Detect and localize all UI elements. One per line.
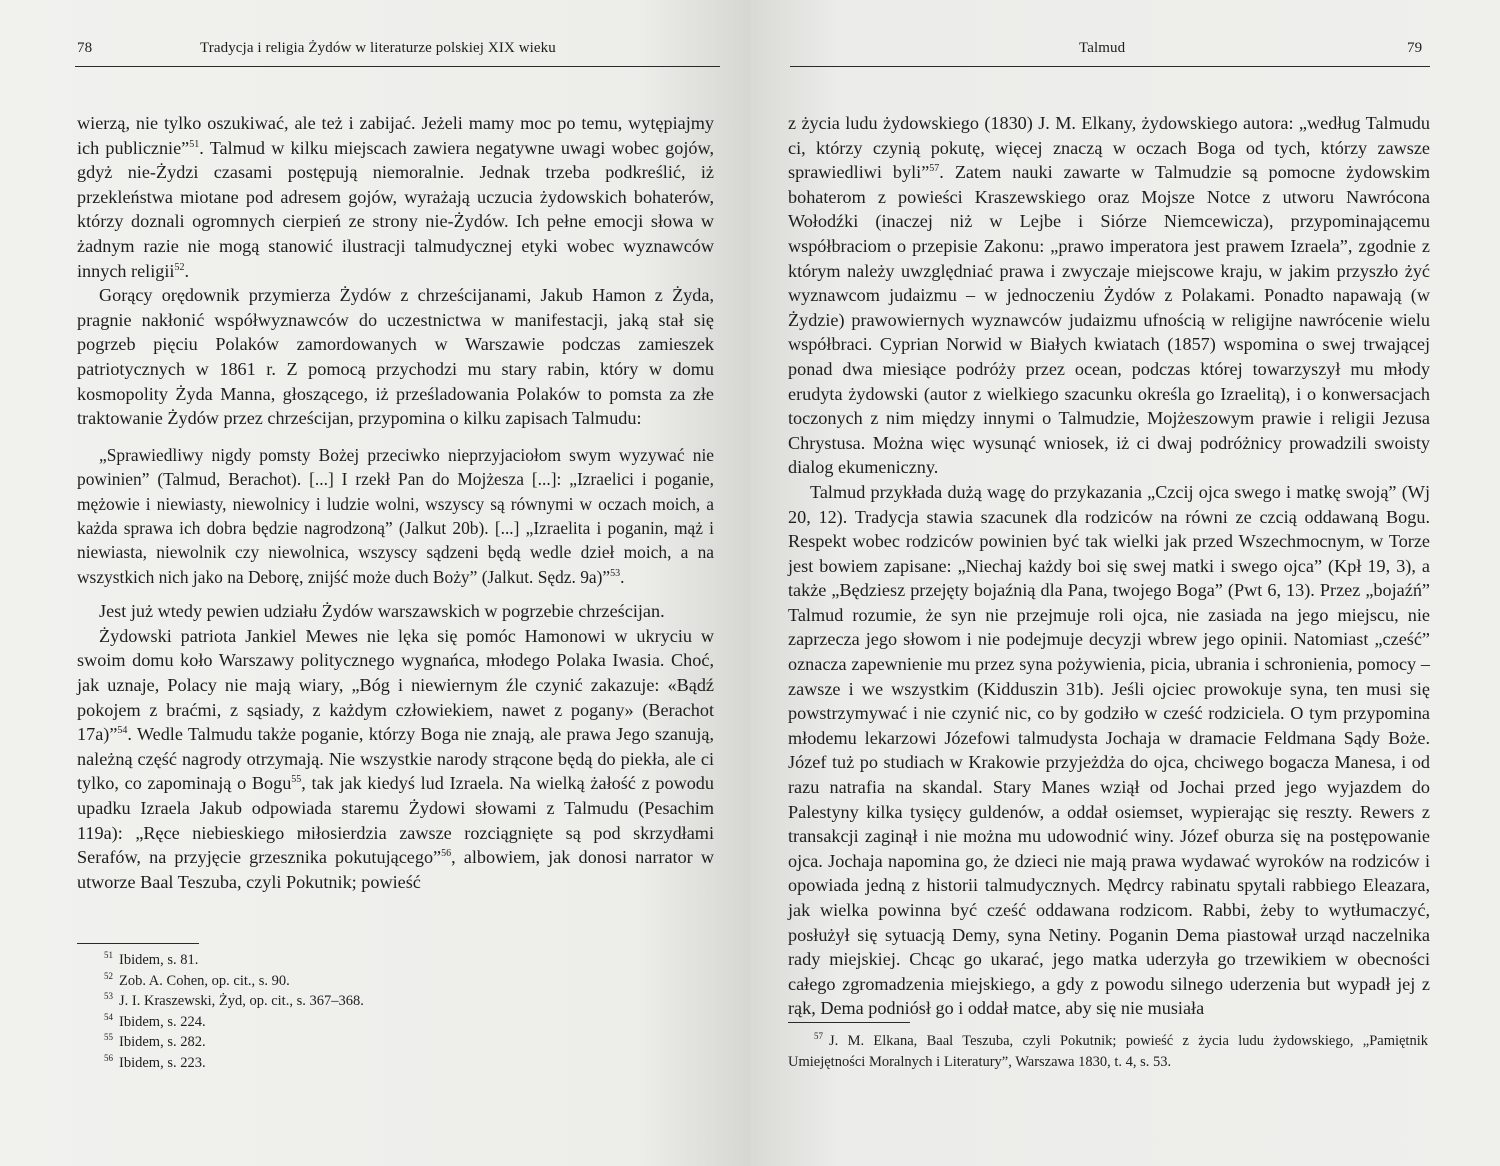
footnote-55: $^{55}$ Ibidem, s. 282.: [104, 1032, 206, 1050]
left-paragraph-2: Gorący orędownik przymierza Żydów z chrześcijanami, Jakub Hamon z Żyda, pragnie nakłonić współwyznawców do uczestnictwa w manifestacji, jaką stał się pogrzeb pięciu Polaków zamordowanych w Warszawie podczas zamieszek patriotycznych w 1861 r. Z pomocą przychodzi mu stary rabin, który w domu kosmopolity Żyda Manna, głoszącego, iż prześladowania Polaków to pomsta za złe traktowanie Żydów przez chrześcijan, przypomina o kilku zapisach Talmudu:: [77, 285, 714, 429]
right-footnote-rule: [788, 1022, 910, 1023]
footnote-52: $^{52}$ Zob. A. Cohen, op. cit., s. 90.: [104, 970, 290, 989]
right-paragraph-2: Talmud przykłada dużą wagę do przykazania „Czcij ojca swego i matkę swoją” (Wj 20, 12). Tradycja stawia szacunek dla rodziców na równi ze czcią oddawaną Bogu. Respekt wobec rodziców powinien być tak wielki jak przed Wszechmocnym, w Torze jest bowiem zapisane: „Niechaj każdy boi się swej matki i swego ojca” (Kpł 19, 3), a także „Będziesz przejęty bojaźnią dla Pana, twojego Boga” (Pwt 6, 13). Przez „bojaźń” Talmud rozumie, że syn nie przejmuje roli ojca, nie zasiada na jego miejscu, nie zaprzecza jego słowom i nie podejmuje decyzji wbrew jego opinii. Natomiast „cześć” oznacza zapewnienie mu przez syna pożywienia, picia, ubrania i schronienia, pomocy – zawsze i we wszystkim (Kidduszin 31b). Jeśli ojciec prowokuje syna, ten musi się powstrzymywać i nie czynić nic, co by godziło w cześć rodziciela. O tym przypomina młodemu lekarzowi Józefowi talmudysta Jochaja w dramacie Feldmana Sądy Boże. Józef tuż po studiach w Krakowie przyjeżdża do ojca, chciwego bogacza Manesa, i od razu natrafia na skandal. Stary Manes wziął od Jochai przed jego wyjazdem do Palestyny kilka tysięcy guldenów, a oddał osiemset, wypierając się reszty. Rewers z transakcji zaginął i nie można mu udowodnić winy. Józef oburza się na postępowanie ojca. Jochaja napomina go, że dzieci nie mają prawa wydawać wyroków na rodziców i opowiada jedną z historii talmudycznych. Mędrcy rabinatu spytali rabbiego Eleazara, jak wielka powinna być cześć oddawana rodzicom. Rabbi, żeby to wytłumaczyć, posłużył się sytuacją Demy, syna Netiny. Poganin Dema piastował urząd naczelnika rady miejskiej. Chcąc go ukarać, jego matka uderzyła go trzewikiem w obecności całego zgromadzenia miejskiego, a gdy z powodu silnego uderzenia but wypadł jej z rąk, Dema podniósł go i oddał matce, aby się nie musiała: [788, 481, 1430, 1019]
left-body-text: [77, 111, 714, 894]
footnote-51: $^{51}$ Ibidem, s. 81.: [104, 950, 199, 968]
right-page-number: 79: [1407, 40, 1423, 56]
right-running-header: Talmud: [1079, 40, 1126, 56]
footnote-53: $^{53}$ J. I. Kraszewski, Żyd, op. cit., s. 367–368.: [104, 991, 364, 1009]
left-paragraph-3: Jest już wtedy pewien udziału Żydów warszawskich w pogrzebie chrześcijan.: [99, 601, 665, 622]
left-page-number: 78: [77, 40, 93, 56]
left-paragraph-1: wierzą, nie tylko oszukiwać, ale też i zabijać. Jeżeli mamy moc po temu, wytępiajmy ich publicznie”$^{51}$. Talmud w kilku miejscach zawiera negatywne uwagi wobec gojów, gdyż nie-Żydzi czasami postępują niemoralnie. Jednak trzeba podkreślić, iż przekleństwa miotane pod adresem gojów, wyrażają uczucia żydowskich bohaterów, którzy doznali ogromnych cierpień ze strony nie-Żydów. Ich pełne emocji słowa w żadnym razie nie mogą stanowić ilustracji talmudycznej etyki wobec wyznawców innych religii$^{52}$.: [77, 113, 714, 281]
right-header-rule: [790, 66, 1430, 67]
right-footnotes: [788, 1031, 1428, 1072]
right-page: [750, 0, 1500, 1166]
footnote-56: $^{56}$ Ibidem, s. 223.: [104, 1052, 206, 1071]
left-footnotes: [104, 950, 704, 1073]
left-quotation: „Sprawiedliwy nigdy pomsty Bożej przeciwko nieprzyjaciołom swym wyzywać nie powinien” (Talmud, Berachot). [...] I rzekł Pan do Mojżesza [...]: „Izraelici i poganie, mężowie i niewiasty, niewolnicy i ludzie wolni, wszyscy są równymi w oczach moich, a każda sprawa ich dobra będzie nagrodzoną” (Jalkut 20b). [...] „Izraelita i poganin, mąż i niewiasta, niewolnik czy niewolnica, wszyscy sądzeni będą wedle dzieł moich, a na wszystkich nich jako na Deborę, znijść może duch Boży” (Jalkut. Sędz. 9a)”$^{53}$.: [77, 444, 714, 587]
right-paragraph-1: z życia ludu żydowskiego (1830) J. M. Elkany, żydowskiego autora: „według Talmudu ci, którzy czynią pokutę, więcej znaczą w oczach Boga od tych, którzy zawsze sprawiedliwi byli”$^{57}$. Zatem nauki zawarte w Talmudzie są pomocne żydowskim bohaterom z powieści Kraszewskiego oraz Mojsze Notce z utworu Nawrócona Wołodźki (inaczej niż w Lejbe i Siórze Niemcewicza), przypominającemu współbraciom o przepisie Zakonu: „prawo imperatora jest prawem Izraela”, zgodnie z którym należy uwzględniać prawa i zwyczaje miejscowe kraju, w jakim przyszło żyć wyznawcom judaizmu – w jednoczeniu Żydów z Polakami. Ponadto napawają (w Żydzie) prawowiernych wyznawców judaizmu ufnością w religijne nawrócenie wielu współbraci. Cyprian Norwid w Białych kwiatach (1857) wspomina o swej trwającej ponad dwa miesiące podróży przez ocean, podczas której towarzyszył mu młody erudyta żydowski (autor z wielkiego szacunku określa go Izraelitą), i o konwersacjach toczonych z nim między innymi o Talmudzie, Mojżeszowym prawie i religii Jezusa Chrystusa. Można więc wysunąć wniosek, iż ci dwaj podróżnicy prowadzili swoisty dialog ekumeniczny.: [788, 113, 1430, 478]
left-footnote-rule: [77, 943, 199, 944]
footnote-54: $^{54}$ Ibidem, s. 224.: [104, 1011, 206, 1030]
left-paragraph-4: Żydowski patriota Jankiel Mewes nie lęka się pomóc Hamonowi w ukryciu w swoim domu koło Warszawy politycznego wygnańca, młodego Polaka Iwasia. Choć, jak uznaje, Polacy nie mają wiary, „Bóg i niewiernym źle czynić zakazuje: «Bądź pokojem z braćmi, z sąsiady, z każdym człowiekiem, nawet z pogany» (Berachot 17a)”$^{54}$. Wedle Talmudu także poganie, którzy Boga nie znają, ale prawa Jego szanują, należną część nagrody otrzymają. Nie wszystkie narody strącone będą do piekła, ale ci tylko, co zapominają o Bogu$^{55}$, tak jak kiedyś lud Izraela. Na wielką żałość z powodu upadku Izraela Jakub odpowiada staremu Żydowi słowami z Talmudu (Pesachim 119a): „Ręce niebieskiego miłosierdzia zawsze rozciągnięte są pod skrzydłami Serafów, na przyjęcie grzesznika pokutującego”$^{56}$, albowiem, jak donosi narrator w utworze Baal Teszuba, czyli Pokutnik; powieść: [77, 625, 714, 892]
left-header-rule: [75, 66, 720, 67]
left-running-header: Tradycja i religia Żydów w literaturze polskiej XIX wieku: [200, 40, 556, 56]
footnote-57: $^{57}$ J. M. Elkana, Baal Teszuba, czyli Pokutnik; powieść z życia ludu żydowskiego, „Pamiętnik Umiejętności Moralnych i Literatury”, Warszawa 1830, t. 4, s. 53.: [788, 1031, 1428, 1070]
right-body-text: [788, 111, 1430, 1021]
